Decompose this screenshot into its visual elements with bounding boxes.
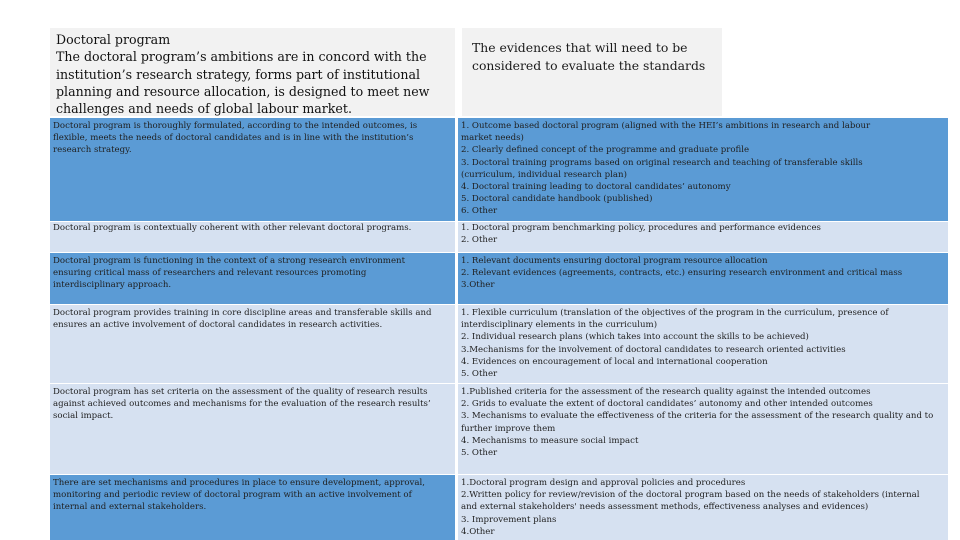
- evidence-cell: [458, 222, 948, 252]
- evidence-line: 2. Other: [461, 235, 498, 246]
- standard-line: There are set mechanisms and procedures in place to ensure development, approval,: [53, 478, 426, 488]
- evidence-line: 1. Relevant documents ensuring doctoral program resource allocation: [461, 256, 768, 266]
- standard-line: ensuring critical mass of researchers and relevant resources promoting: [53, 268, 367, 279]
- standard-line: research strategy.: [53, 145, 132, 156]
- header-left-line: Doctoral program: [56, 32, 171, 47]
- standard-line: Doctoral program has set criteria on the assessment of the quality of research results: [53, 387, 428, 397]
- evidence-line: interdisciplinary elements in the curriculum): [461, 320, 658, 331]
- evidence-line: 4. Mechanisms to measure social impact: [461, 435, 639, 446]
- evidence-line: 5. Doctoral candidate handbook (published): [461, 194, 653, 205]
- evidence-line: 5. Other: [461, 369, 498, 380]
- standard-line: social impact.: [53, 411, 114, 422]
- evidence-line: 1. Flexible curriculum (translation of the objectives of the program in the curriculum, presence of: [461, 308, 889, 318]
- standard-cell: [50, 305, 455, 383]
- standard-cell: [50, 253, 455, 304]
- header-left-line: challenges and needs of global labour market.: [56, 101, 352, 116]
- standard-cell: [50, 222, 455, 252]
- standard-cell: [50, 475, 455, 540]
- evidence-line: 4.Other: [461, 526, 495, 537]
- standard-line: ensures an active involvement of doctoral candidates in research activities.: [53, 320, 383, 331]
- evidence-cell: [458, 384, 948, 474]
- evidence-line: 1.Published criteria for the assessment of the research quality against the intended outcomes: [461, 387, 871, 397]
- evidence-line: 4. Evidences on encouragement of local and international cooperation: [461, 356, 768, 367]
- header-right-line: The evidences that will need to be: [472, 40, 688, 55]
- evidence-line: 3.Other: [461, 280, 495, 291]
- header-evidence: [462, 28, 722, 116]
- evidence-cell: [458, 305, 948, 383]
- evidence-line: 2. Grids to evaluate the extent of doctoral candidates’ autonomy and other intended outcomes: [461, 399, 873, 410]
- header-left-line: institution’s research strategy, forms part of institutional: [56, 66, 421, 82]
- header-right-line: considered to evaluate the standards: [472, 58, 706, 73]
- header-standard: [50, 28, 455, 116]
- evidence-line: (curriculum, individual research plan): [461, 169, 627, 180]
- header-left-line: planning and resource allocation, is designed to meet new: [56, 83, 430, 99]
- standard-cell: [50, 384, 455, 474]
- evidence-line: 3. Doctoral training programs based on original research and teaching of transferable skills: [461, 157, 863, 168]
- standard-line: Doctoral program is thoroughly formulated, according to the intended outcomes, is: [53, 121, 418, 131]
- evidence-cell: [458, 253, 948, 304]
- evidence-line: 2. Relevant evidences (agreements, contracts, etc.) ensuring research environment and critical mass: [461, 268, 903, 279]
- evidence-line: 5. Other: [461, 448, 498, 459]
- standard-cell: [50, 118, 455, 221]
- evidence-line: 2. Individual research plans (which takes into account the skills to be achieved): [461, 332, 809, 343]
- evidence-line: 3. Mechanisms to evaluate the effectiveness of the criteria for the assessment of the research quality and to: [461, 411, 934, 422]
- evidence-line: 4. Doctoral training leading to doctoral candidates’ autonomy: [461, 182, 731, 193]
- evidence-line: 2.Written policy for review/revision of the doctoral program based on the needs of stakeholders (internal: [461, 490, 920, 501]
- standard-line: internal and external stakeholders.: [53, 502, 207, 513]
- evidence-line: 3. Improvement plans: [461, 514, 557, 525]
- evidence-line: 1. Doctoral program benchmarking policy, procedures and performance evidences: [461, 223, 821, 233]
- standard-line: interdisciplinary approach.: [53, 280, 172, 291]
- evidence-line: 1. Outcome based doctoral program (aligned with the HEI’s ambitions in research and labour: [461, 121, 871, 131]
- evidence-line: 1.Doctoral program design and approval policies and procedures: [461, 478, 746, 488]
- evidence-line: 3.Mechanisms for the involvement of doctoral candidates to research oriented activities: [461, 344, 846, 355]
- evidence-line: 2. Clearly defined concept of the programme and graduate profile: [461, 145, 750, 156]
- standard-line: flexible, meets the needs of doctoral candidates and is in line with the institution’s: [53, 133, 414, 144]
- evidence-cell: [458, 118, 948, 221]
- standard-line: Doctoral program provides training in core discipline areas and transferable skills and: [53, 308, 432, 318]
- evidence-line: further improve them: [461, 423, 556, 434]
- evidence-line: market needs): [461, 133, 524, 144]
- standard-line: Doctoral program is contextually coherent with other relevant doctoral programs.: [53, 223, 412, 233]
- evidence-line: 6. Other: [461, 206, 498, 217]
- standard-line: against achieved outcomes and mechanisms for the evaluation of the research results’: [53, 399, 431, 410]
- standard-line: Doctoral program is functioning in the context of a strong research environment: [53, 256, 406, 266]
- header-left-line: The doctoral program’s ambitions are in concord with the: [56, 49, 427, 65]
- standard-line: monitoring and periodic review of doctoral program with an active involvement of: [53, 490, 412, 501]
- evidence-cell: [458, 475, 948, 540]
- evidence-line: and external stakeholders' needs assessment methods, effectiveness analyses and evidences): [461, 502, 869, 513]
